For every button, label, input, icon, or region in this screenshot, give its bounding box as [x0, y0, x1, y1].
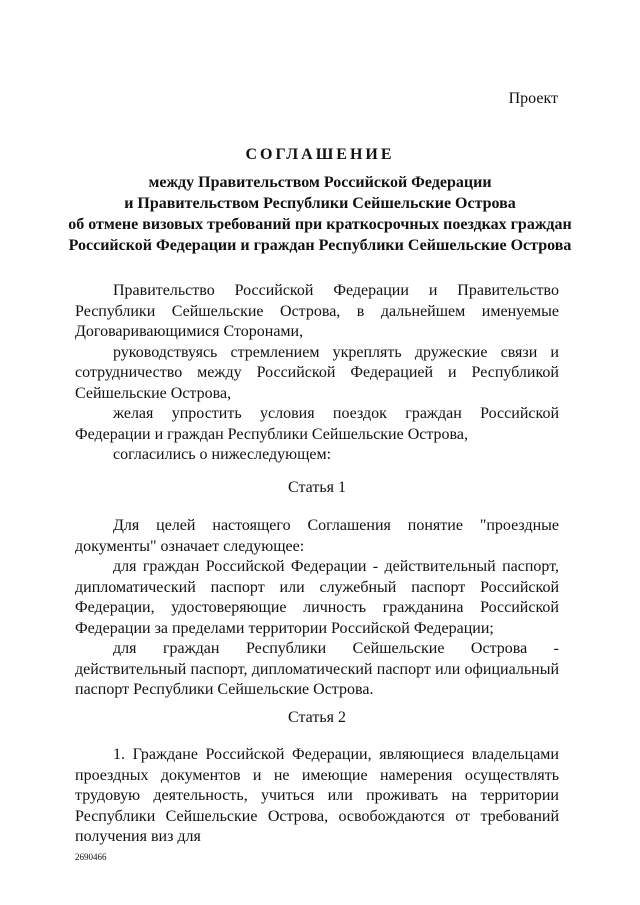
- preamble-paragraph: руководствуясь стремлением укреплять дружеские связи и сотрудничество между Российской Федерацией и Республикой Сейшельские Острова,: [75, 343, 559, 402]
- article-2-body: [75, 745, 559, 848]
- agreement-title: СОГЛАШЕНИЕ: [245, 146, 395, 163]
- title-line: Российской Федерации и граждан Республики Сейшельские Острова: [68, 237, 572, 254]
- article-1-paragraph: для граждан Республики Сейшельские Острова - действительный паспорт, дипломатический паспорт или официальный паспорт Республики Сейшельские Острова.: [75, 640, 559, 698]
- title-line: и Правительством Республики Сейшельские Острова: [124, 195, 516, 212]
- preamble-paragraph: Правительство Российской Федерации и Правительство Республики Сейшельские Острова, в дальнейшем именуемые Договаривающимися Сторонами,: [75, 282, 559, 340]
- preamble-paragraph: согласились о нижеследующем:: [113, 446, 332, 463]
- article-2-heading-block: [75, 708, 559, 729]
- title-line: об отмене визовых требований при краткосрочных поездках граждан: [68, 216, 572, 233]
- article-1-heading-block: [75, 478, 559, 499]
- article-1-paragraph: для граждан Российской Федерации - действительный паспорт, дипломатический паспорт или служебный паспорт Российской Федерации, удостоверяющие личность гражданина Российской Федерации за пределами территории Российской Федерации;: [75, 558, 559, 637]
- draft-stamp: Проект: [508, 90, 558, 107]
- article-1-paragraph: Для целей настоящего Соглашения понятие "проездные документы" означает следующее:: [75, 517, 559, 555]
- preamble: [75, 281, 559, 466]
- article-1-body: [75, 516, 559, 701]
- title-line: между Правительством Российской Федерации: [148, 174, 492, 191]
- article-2-paragraph: 1. Граждане Российской Федерации, являющиеся владельцами проездных документов и не имеющие намерения осуществлять трудовую деятельность, учиться или проживать на территории Республики Сейшельские Острова, освобождаются от требований получения виз для: [75, 746, 559, 845]
- document-code: 2690466: [75, 852, 107, 862]
- article-1-heading: Статья 1: [288, 479, 346, 496]
- agreement-title-block: [40, 146, 600, 256]
- article-2-heading: Статья 2: [288, 709, 346, 726]
- preamble-paragraph: желая упростить условия поездок граждан Российской Федерации и граждан Республики Сейшельские Острова,: [75, 405, 559, 443]
